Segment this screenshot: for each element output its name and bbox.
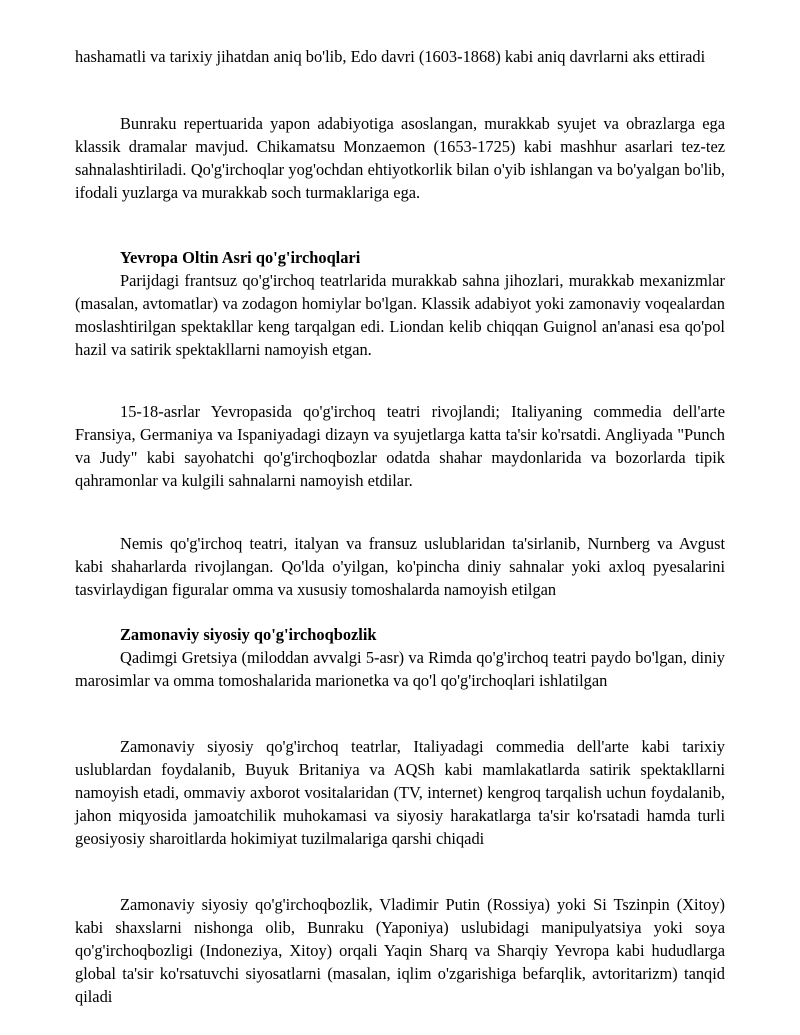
paragraph-modern-political-theatres: Zamonaviy siyosiy qo'g'irchoq teatrlar, Italiyadagi commedia dell'arte kabi tarixiy uslublardan foydalanib, Buyuk Britaniya va AQSh kabi mamlakatlarda satirik spektakllarni namoyish etadi, ommaviy axborot vositalaridan (TV, internet) kengroq tarqalish uchun foydalanib, jahon miqyosida jamoatchilik muhokamasi va siyosiy harakatlarga ta'sir ko'rsatadi hamda turli geosiyosiy sharoitlarda hokimiyat tuzilmalariga qarshi chiqadi xyxy=(75,737,725,848)
paragraph-edo-period: hashamatli va tarixiy jihatdan aniq bo'lib, Edo davri (1603-1868) kabi aniq davrlarni aks ettiradi xyxy=(75,47,706,66)
paragraph-european-15-18-centuries: 15-18-asrlar Yevropasida qo'g'irchoq teatri rivojlandi; Italiyaning commedia dell'arte Fransiya, Germaniya va Ispaniyadagi dizayn va syujetlarga katta ta'sir ko'rsatdi. Angliyada "Punch va Judy" kabi sayohatchi qo'g'irchoqbozlar odatda shahar maydonlarida va bozorlarda tipik qahramonlar va kulgili sahnalarni namoyish etdilar. xyxy=(75,402,725,490)
paragraph-bunraku-repertoire: Bunraku repertuarida yapon adabiyotiga asoslangan, murakkab syujet va obrazlarga ega klassik dramalar mavjud. Chikamatsu Monzaemon (1653-1725) kabi mashhur asarlari tez-tez sahnalashtiriladi. Qo'g'irchoqlar yog'ochdan ehtiyotkorlik bilan o'yib ishlangan va bo'yalgan bo'lib, ifodali yuzlarga va murakkab soch turmaklariga ega. xyxy=(75,114,725,202)
paragraph-political-puppetry-targets: Zamonaviy siyosiy qo'g'irchoqbozlik, Vladimir Putin (Rossiya) yoki Si Tszinpin (Xitoy) kabi shaxslarni nishonga olib, Bunraku (Yaponiya) uslubidagi manipulyatsiya yoki soya qo'g'irchoqbozligi (Indoneziya, Xitoy) orqali Yaqin Sharq va Sharqiy Yevropa kabi hududlarga global ta'sir ko'rsatuvchi siyosatlarni (masalan, iqlim o'zgarishiga befarqlik, avtoritarizm) tanqid qiladi xyxy=(75,895,725,1006)
heading-european-golden-age: Yevropa Oltin Asri qo'g'irchoqlari xyxy=(120,248,361,267)
paragraph-french-puppet-theatres: Parijdagi frantsuz qo'g'irchoq teatrlarida murakkab sahna jihozlari, murakkab mexanizmlar (masalan, avtomatlar) va zodagon homiylar bo'lgan. Klassik adabiyot yoki zamonaviy voqealardan moslashtirilgan spektakllar keng tarqalgan edi. Liondan kelib chiqqan Guignol an'anasi esa qo'pol hazil va satirik spektakllarni namoyish etgan. xyxy=(75,271,725,359)
paragraph-ancient-greece-rome: Qadimgi Gretsiya (miloddan avvalgi 5-asr) va Rimda qo'g'irchoq teatri paydo bo'lgan, diniy marosimlar va omma tomoshalarida marionetka va qo'l qo'g'irchoqlari ishlatilgan xyxy=(75,648,725,690)
heading-modern-political-puppetry: Zamonaviy siyosiy qo'g'irchoqbozlik xyxy=(120,625,377,644)
paragraph-german-puppet-theatre: Nemis qo'g'irchoq teatri, italyan va fransuz uslublaridan ta'sirlanib, Nurnberg va Avgust kabi shaharlarda rivojlangan. Qo'lda o'yilgan, ko'pincha diniy sahnalar yoki axloq pyesalarini tasvirlaydigan figuralar omma va xususiy tomoshalarda namoyish etilgan xyxy=(75,534,725,599)
